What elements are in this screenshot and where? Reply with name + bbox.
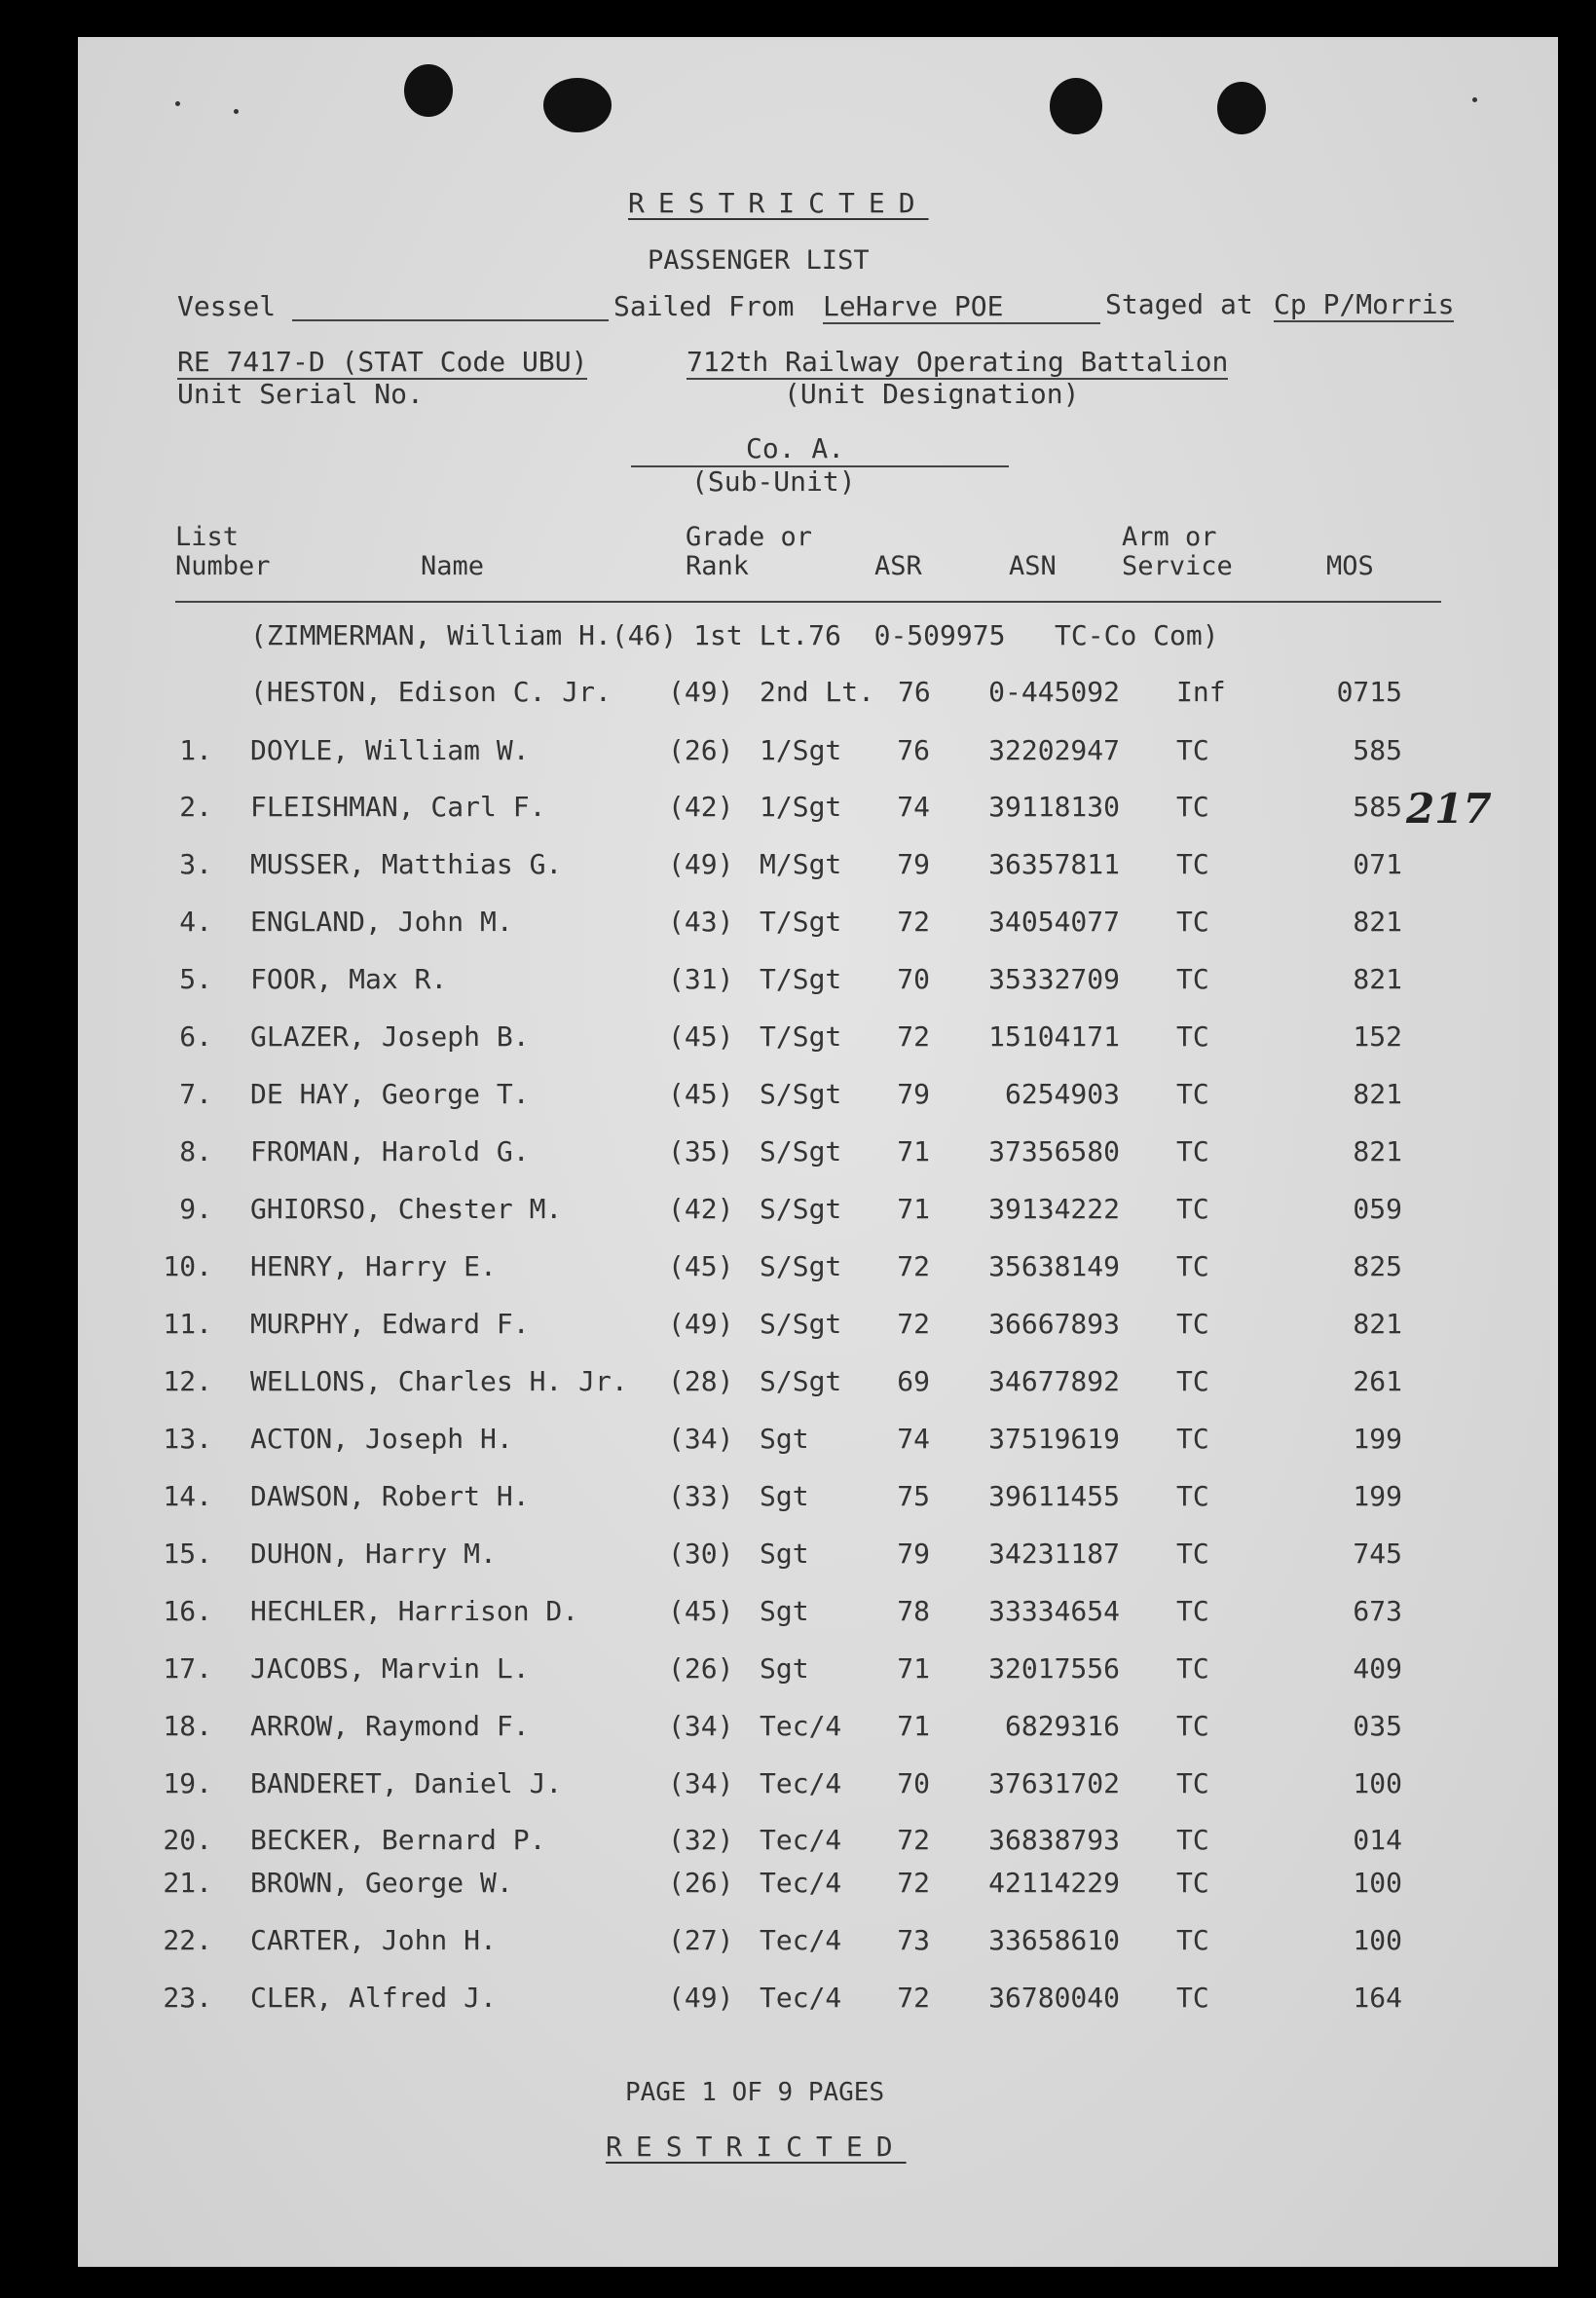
row-grade: Sgt bbox=[760, 1652, 809, 1685]
row-age: (35) bbox=[668, 1135, 734, 1168]
officer-mos: 0715 bbox=[1336, 676, 1402, 708]
officer-name: (HESTON, Edison C. Jr. bbox=[250, 676, 612, 708]
row-name: JACOBS, Marvin L. bbox=[250, 1652, 530, 1685]
classification-bottom: RESTRICTED bbox=[606, 2131, 907, 2163]
row-asn: 37631702 bbox=[988, 1767, 1120, 1799]
col-asr: ASR bbox=[874, 551, 922, 581]
row-asr: 74 bbox=[897, 1423, 930, 1455]
row-asn: 37519619 bbox=[988, 1423, 1120, 1455]
row-arm: TC bbox=[1176, 1078, 1209, 1110]
row-asn: 6254903 bbox=[1004, 1078, 1120, 1110]
sailed-from-label: Sailed From bbox=[613, 290, 795, 322]
row-name: ENGLAND, John M. bbox=[250, 906, 513, 938]
table-row bbox=[0, 848, 1596, 887]
row-asr: 79 bbox=[897, 848, 930, 880]
row-arm: TC bbox=[1176, 906, 1209, 938]
handwritten-number: 217 bbox=[1406, 785, 1492, 833]
row-number: 21. bbox=[163, 1867, 212, 1899]
officer-line: (ZIMMERMAN, William H.(46) 1st Lt.76 0-509975 TC-Co Com) bbox=[250, 619, 1219, 651]
row-asr: 71 bbox=[897, 1135, 930, 1168]
row-asr: 69 bbox=[897, 1365, 930, 1397]
row-mos: 035 bbox=[1353, 1710, 1402, 1742]
row-name: HENRY, Harry E. bbox=[250, 1250, 497, 1282]
row-asr: 72 bbox=[897, 1824, 930, 1856]
row-age: (49) bbox=[668, 1308, 734, 1340]
col-arm-2: Service bbox=[1122, 551, 1233, 581]
row-arm: TC bbox=[1176, 1250, 1209, 1282]
row-age: (27) bbox=[668, 1924, 734, 1956]
row-asn: 36838793 bbox=[988, 1824, 1120, 1856]
row-asn: 32017556 bbox=[988, 1652, 1120, 1685]
row-mos: 199 bbox=[1353, 1480, 1402, 1512]
vessel-label: Vessel bbox=[177, 290, 277, 322]
officer-asn: 0-445092 bbox=[988, 676, 1120, 708]
row-grade: 1/Sgt bbox=[760, 734, 842, 766]
row-name: MURPHY, Edward F. bbox=[250, 1308, 530, 1340]
row-grade: S/Sgt bbox=[760, 1250, 842, 1282]
row-mos: 821 bbox=[1353, 1308, 1402, 1340]
row-mos: 821 bbox=[1353, 963, 1402, 995]
row-name: WELLONS, Charles H. Jr. bbox=[250, 1365, 628, 1397]
row-arm: TC bbox=[1176, 1824, 1209, 1856]
officer-grade: 2nd Lt. bbox=[760, 676, 875, 708]
row-age: (32) bbox=[668, 1824, 734, 1856]
row-age: (34) bbox=[668, 1423, 734, 1455]
row-asr: 71 bbox=[897, 1710, 930, 1742]
table-row bbox=[0, 734, 1596, 773]
row-number: 10. bbox=[163, 1250, 212, 1282]
row-asn: 15104171 bbox=[988, 1020, 1120, 1053]
row-number: 18. bbox=[163, 1710, 212, 1742]
staged-at-label: Staged at bbox=[1105, 288, 1253, 320]
officer-arm: Inf bbox=[1176, 676, 1226, 708]
row-age: (45) bbox=[668, 1595, 734, 1627]
row-asr: 73 bbox=[897, 1924, 930, 1956]
row-asr: 72 bbox=[897, 1867, 930, 1899]
row-asn: 36780040 bbox=[988, 1982, 1120, 2014]
row-grade: S/Sgt bbox=[760, 1078, 842, 1110]
row-grade: T/Sgt bbox=[760, 906, 842, 938]
row-asn: 34677892 bbox=[988, 1365, 1120, 1397]
officer-age: (49) bbox=[668, 676, 734, 708]
row-number: 20. bbox=[163, 1824, 212, 1856]
row-age: (26) bbox=[668, 1652, 734, 1685]
row-grade: 1/Sgt bbox=[760, 791, 842, 823]
row-grade: S/Sgt bbox=[760, 1308, 842, 1340]
row-grade: Tec/4 bbox=[760, 1767, 842, 1799]
sailed-from-value: LeHarve POE bbox=[823, 290, 1100, 324]
row-asr: 70 bbox=[897, 1767, 930, 1799]
row-age: (49) bbox=[668, 1982, 734, 2014]
row-grade: T/Sgt bbox=[760, 963, 842, 995]
row-asr: 79 bbox=[897, 1538, 930, 1570]
row-age: (42) bbox=[668, 791, 734, 823]
row-number: 6. bbox=[179, 1020, 212, 1053]
table-row bbox=[0, 1924, 1596, 1963]
row-age: (34) bbox=[668, 1710, 734, 1742]
row-arm: TC bbox=[1176, 1710, 1209, 1742]
row-grade: S/Sgt bbox=[760, 1193, 842, 1225]
row-arm: TC bbox=[1176, 1135, 1209, 1168]
row-age: (49) bbox=[668, 848, 734, 880]
row-grade: Sgt bbox=[760, 1423, 809, 1455]
row-grade: S/Sgt bbox=[760, 1135, 842, 1168]
row-age: (45) bbox=[668, 1250, 734, 1282]
row-asr: 71 bbox=[897, 1193, 930, 1225]
col-asn: ASN bbox=[1009, 551, 1057, 581]
row-arm: TC bbox=[1176, 1423, 1209, 1455]
row-number: 2. bbox=[179, 791, 212, 823]
row-asn: 39118130 bbox=[988, 791, 1120, 823]
row-asn: 6829316 bbox=[1004, 1710, 1120, 1742]
table-row bbox=[0, 1652, 1596, 1691]
row-arm: TC bbox=[1176, 791, 1209, 823]
row-mos: 673 bbox=[1353, 1595, 1402, 1627]
row-age: (42) bbox=[668, 1193, 734, 1225]
row-mos: 152 bbox=[1353, 1020, 1402, 1053]
table-row bbox=[0, 1867, 1596, 1906]
col-grade: Grade or bbox=[686, 522, 813, 552]
sub-unit-value: Co. A. bbox=[746, 432, 845, 464]
row-name: BECKER, Bernard P. bbox=[250, 1824, 546, 1856]
row-mos: 199 bbox=[1353, 1423, 1402, 1455]
row-number: 22. bbox=[163, 1924, 212, 1956]
row-asr: 75 bbox=[897, 1480, 930, 1512]
row-name: DOYLE, William W. bbox=[250, 734, 530, 766]
table-row bbox=[0, 1020, 1596, 1059]
row-name: FROMAN, Harold G. bbox=[250, 1135, 530, 1168]
row-asn: 33658610 bbox=[988, 1924, 1120, 1956]
row-number: 12. bbox=[163, 1365, 212, 1397]
row-age: (33) bbox=[668, 1480, 734, 1512]
row-grade: T/Sgt bbox=[760, 1020, 842, 1053]
row-number: 4. bbox=[179, 906, 212, 938]
row-arm: TC bbox=[1176, 1020, 1209, 1053]
table-row bbox=[0, 1710, 1596, 1749]
table-row bbox=[0, 1365, 1596, 1404]
speck bbox=[234, 109, 239, 114]
row-age: (26) bbox=[668, 1867, 734, 1899]
row-age: (26) bbox=[668, 734, 734, 766]
table-row bbox=[0, 1767, 1596, 1806]
officer-row bbox=[0, 619, 1596, 658]
punch-hole-2 bbox=[543, 78, 612, 132]
row-number: 3. bbox=[179, 848, 212, 880]
row-mos: 409 bbox=[1353, 1652, 1402, 1685]
row-number: 8. bbox=[179, 1135, 212, 1168]
row-name: GLAZER, Joseph B. bbox=[250, 1020, 530, 1053]
row-age: (45) bbox=[668, 1078, 734, 1110]
row-asr: 71 bbox=[897, 1652, 930, 1685]
col-grade-2: Rank bbox=[686, 551, 750, 581]
row-grade: Tec/4 bbox=[760, 1982, 842, 2014]
officer-asr: 76 bbox=[898, 676, 931, 708]
row-mos: 059 bbox=[1353, 1193, 1402, 1225]
table-row bbox=[0, 1423, 1596, 1462]
col-mos: MOS bbox=[1326, 551, 1374, 581]
row-arm: TC bbox=[1176, 1595, 1209, 1627]
document-title: PASSENGER LIST bbox=[648, 245, 870, 276]
row-name: GHIORSO, Chester M. bbox=[250, 1193, 563, 1225]
table-row bbox=[0, 791, 1596, 830]
row-name: MUSSER, Matthias G. bbox=[250, 848, 563, 880]
row-asn: 39611455 bbox=[988, 1480, 1120, 1512]
row-grade: S/Sgt bbox=[760, 1365, 842, 1397]
unit-designation-label: (Unit Designation) bbox=[784, 378, 1080, 410]
col-list-number: List bbox=[175, 522, 240, 552]
row-number: 23. bbox=[163, 1982, 212, 2014]
row-age: (45) bbox=[668, 1020, 734, 1053]
vessel-blank bbox=[292, 319, 609, 321]
row-arm: TC bbox=[1176, 734, 1209, 766]
row-grade: Tec/4 bbox=[760, 1867, 842, 1899]
unit-designation-value: 712th Railway Operating Battalion bbox=[687, 346, 1229, 378]
speck bbox=[175, 101, 180, 106]
row-number: 19. bbox=[163, 1767, 212, 1799]
table-row bbox=[0, 1250, 1596, 1289]
row-asn: 37356580 bbox=[988, 1135, 1120, 1168]
row-name: DUHON, Harry M. bbox=[250, 1538, 497, 1570]
row-mos: 100 bbox=[1353, 1767, 1402, 1799]
row-name: ARROW, Raymond F. bbox=[250, 1710, 530, 1742]
row-asn: 35332709 bbox=[988, 963, 1120, 995]
row-name: FOOR, Max R. bbox=[250, 963, 448, 995]
table-row bbox=[0, 963, 1596, 1002]
row-arm: TC bbox=[1176, 1365, 1209, 1397]
row-number: 13. bbox=[163, 1423, 212, 1455]
header-rule bbox=[175, 601, 1441, 603]
row-age: (30) bbox=[668, 1538, 734, 1570]
row-asn: 35638149 bbox=[988, 1250, 1120, 1282]
row-mos: 745 bbox=[1353, 1538, 1402, 1570]
row-asn: 33334654 bbox=[988, 1595, 1120, 1627]
row-asr: 79 bbox=[897, 1078, 930, 1110]
row-grade: Tec/4 bbox=[760, 1710, 842, 1742]
row-asr: 72 bbox=[897, 906, 930, 938]
table-row bbox=[0, 1982, 1596, 2020]
row-grade: Sgt bbox=[760, 1595, 809, 1627]
row-age: (43) bbox=[668, 906, 734, 938]
row-number: 15. bbox=[163, 1538, 212, 1570]
row-number: 5. bbox=[179, 963, 212, 995]
row-asn: 32202947 bbox=[988, 734, 1120, 766]
speck bbox=[1472, 97, 1477, 102]
row-name: CLER, Alfred J. bbox=[250, 1982, 497, 2014]
table-row bbox=[0, 1078, 1596, 1117]
row-arm: TC bbox=[1176, 1193, 1209, 1225]
punch-hole-4 bbox=[1217, 82, 1266, 134]
row-asr: 76 bbox=[897, 734, 930, 766]
row-number: 9. bbox=[179, 1193, 212, 1225]
row-grade: Sgt bbox=[760, 1480, 809, 1512]
row-name: HECHLER, Harrison D. bbox=[250, 1595, 579, 1627]
row-arm: TC bbox=[1176, 848, 1209, 880]
row-name: CARTER, John H. bbox=[250, 1924, 497, 1956]
row-name: FLEISHMAN, Carl F. bbox=[250, 791, 546, 823]
row-name: ACTON, Joseph H. bbox=[250, 1423, 513, 1455]
unit-serial-label: Unit Serial No. bbox=[177, 378, 424, 410]
officer-row bbox=[0, 676, 1596, 715]
row-age: (34) bbox=[668, 1767, 734, 1799]
row-name: BANDERET, Daniel J. bbox=[250, 1767, 563, 1799]
table-row bbox=[0, 1595, 1596, 1634]
page-indicator: PAGE 1 OF 9 PAGES bbox=[625, 2078, 885, 2107]
row-age: (31) bbox=[668, 963, 734, 995]
row-grade: M/Sgt bbox=[760, 848, 842, 880]
unit-serial-value: RE 7417-D (STAT Code UBU) bbox=[177, 346, 588, 378]
table-row bbox=[0, 1135, 1596, 1174]
row-asn: 36357811 bbox=[988, 848, 1120, 880]
table-row bbox=[0, 906, 1596, 945]
row-arm: TC bbox=[1176, 1308, 1209, 1340]
classification-top: RESTRICTED bbox=[628, 187, 929, 219]
row-number: 1. bbox=[179, 734, 212, 766]
row-mos: 821 bbox=[1353, 906, 1402, 938]
row-age: (28) bbox=[668, 1365, 734, 1397]
row-asr: 78 bbox=[897, 1595, 930, 1627]
row-mos: 585 bbox=[1353, 791, 1402, 823]
row-grade: Sgt bbox=[760, 1538, 809, 1570]
punch-hole-1 bbox=[404, 64, 453, 117]
staged-at-value: Cp P/Morris bbox=[1274, 288, 1455, 320]
row-number: 17. bbox=[163, 1652, 212, 1685]
row-asr: 72 bbox=[897, 1020, 930, 1053]
row-asn: 42114229 bbox=[988, 1867, 1120, 1899]
row-grade: Tec/4 bbox=[760, 1824, 842, 1856]
row-mos: 014 bbox=[1353, 1824, 1402, 1856]
row-mos: 100 bbox=[1353, 1867, 1402, 1899]
table-row bbox=[0, 1308, 1596, 1347]
table-row bbox=[0, 1824, 1596, 1863]
row-mos: 825 bbox=[1353, 1250, 1402, 1282]
row-number: 14. bbox=[163, 1480, 212, 1512]
row-arm: TC bbox=[1176, 1538, 1209, 1570]
punch-hole-3 bbox=[1050, 78, 1102, 134]
row-mos: 585 bbox=[1353, 734, 1402, 766]
row-mos: 164 bbox=[1353, 1982, 1402, 2014]
row-arm: TC bbox=[1176, 1767, 1209, 1799]
table-row bbox=[0, 1480, 1596, 1519]
sub-unit-label: (Sub-Unit) bbox=[691, 465, 856, 498]
row-arm: TC bbox=[1176, 1924, 1209, 1956]
table-row bbox=[0, 1193, 1596, 1232]
row-mos: 821 bbox=[1353, 1078, 1402, 1110]
row-name: BROWN, George W. bbox=[250, 1867, 513, 1899]
row-asr: 74 bbox=[897, 791, 930, 823]
row-name: DE HAY, George T. bbox=[250, 1078, 530, 1110]
row-asn: 36667893 bbox=[988, 1308, 1120, 1340]
row-mos: 821 bbox=[1353, 1135, 1402, 1168]
row-asn: 34054077 bbox=[988, 906, 1120, 938]
row-asr: 72 bbox=[897, 1982, 930, 2014]
row-asn: 34231187 bbox=[988, 1538, 1120, 1570]
row-arm: TC bbox=[1176, 963, 1209, 995]
row-arm: TC bbox=[1176, 1982, 1209, 2014]
row-number: 7. bbox=[179, 1078, 212, 1110]
row-asn: 39134222 bbox=[988, 1193, 1120, 1225]
row-mos: 100 bbox=[1353, 1924, 1402, 1956]
row-mos: 071 bbox=[1353, 848, 1402, 880]
row-name: DAWSON, Robert H. bbox=[250, 1480, 530, 1512]
row-asr: 72 bbox=[897, 1250, 930, 1282]
row-grade: Tec/4 bbox=[760, 1924, 842, 1956]
table-row bbox=[0, 1538, 1596, 1576]
row-arm: TC bbox=[1176, 1867, 1209, 1899]
row-arm: TC bbox=[1176, 1652, 1209, 1685]
row-number: 11. bbox=[163, 1308, 212, 1340]
col-name: Name bbox=[421, 551, 485, 581]
row-asr: 70 bbox=[897, 963, 930, 995]
row-number: 16. bbox=[163, 1595, 212, 1627]
col-list-number-2: Number bbox=[175, 551, 271, 581]
col-arm: Arm or bbox=[1122, 522, 1217, 552]
row-asr: 72 bbox=[897, 1308, 930, 1340]
row-arm: TC bbox=[1176, 1480, 1209, 1512]
row-mos: 261 bbox=[1353, 1365, 1402, 1397]
